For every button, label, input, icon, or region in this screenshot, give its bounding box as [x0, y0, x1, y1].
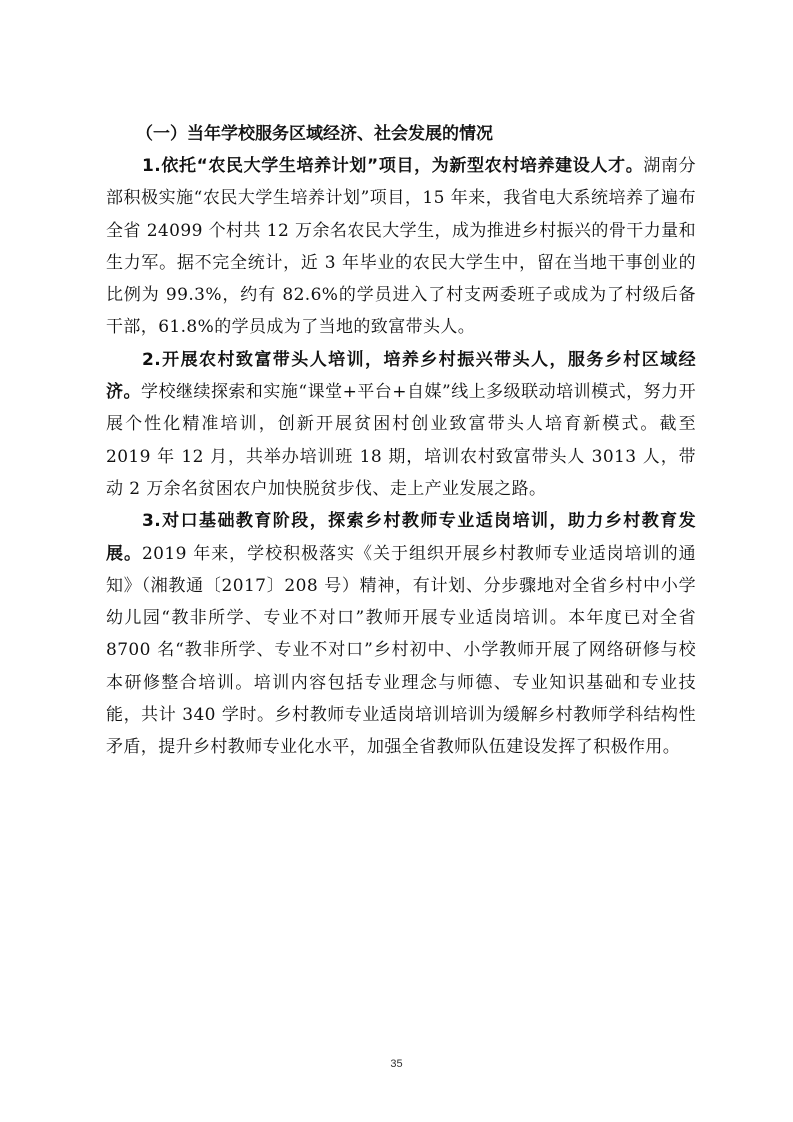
paragraph-2-lead: 2.开展农村致富带头人培训，培养乡村振兴带头人，服务乡村区域经济。 [106, 349, 696, 403]
paragraph-2-body: 学校继续探索和实施“课堂+平台+自媒”线上多级联动培训模式，努力开展个性化精准培训，创新开展贫困村创业致富带头人培育新模式。截至 2019 年 12 月，共举办培训班 18 期，培训农村致富带头人 3013 人，带动 2 万余名贫困农户加快脱贫步伐、走上产业发展之路。 [106, 382, 696, 499]
paragraph-2 [106, 344, 696, 505]
paragraph-3-lead: 3.对口基础教育阶段，探索乡村教师专业适岗培训，助力乡村教育发展。 [106, 511, 696, 564]
paragraph-1-body: 湖南分部积极实施“农民大学生培养计划”项目，15 年来，我省电大系统培养了遍布全省 24099 个村共 12 万余名农民大学生，成为推进乡村振兴的骨干力量和生力军。据不完全统计，近 3 年毕业的农民大学生中，留在当地干事创业的比例为 99.3%，约有 82.6%的学员进入了村支两委班子或成为了村级后备干部，61.8%的学员成为了当地的致富带头人。 [106, 156, 696, 338]
section-heading: （一）当年学校服务区域经济、社会发展的情况 [136, 124, 493, 144]
page-number: 35 [390, 1058, 403, 1070]
paragraph-1-lead: 1.依托“农民大学生培养计划”项目，为新型农村培养建设人才。 [142, 156, 644, 176]
paragraph-3-body: 2019 年来，学校积极落实《关于组织开展乡村教师专业适岗培训的通知》（湘教通〔2017〕208 号）精神，有计划、分步骤地对全省乡村中小学幼儿园“教非所学、专业不对口”教师开展专业适岗培训。本年度已对全省 8700 名“教非所学、专业不对口”乡村初中、小学教师开展了网络研修与校本研修整合培训。培训内容包括专业理念与师德、专业知识基础和专业技能，共计 340 学时。乡村教师专业适岗培训培训为缓解乡村教师学科结构性矛盾，提升乡村教师专业化水平，加强全省教师队伍建设发挥了积极作用。 [106, 543, 696, 758]
page-body [106, 118, 696, 764]
paragraph-1 [106, 150, 696, 344]
paragraph-3 [106, 505, 696, 763]
